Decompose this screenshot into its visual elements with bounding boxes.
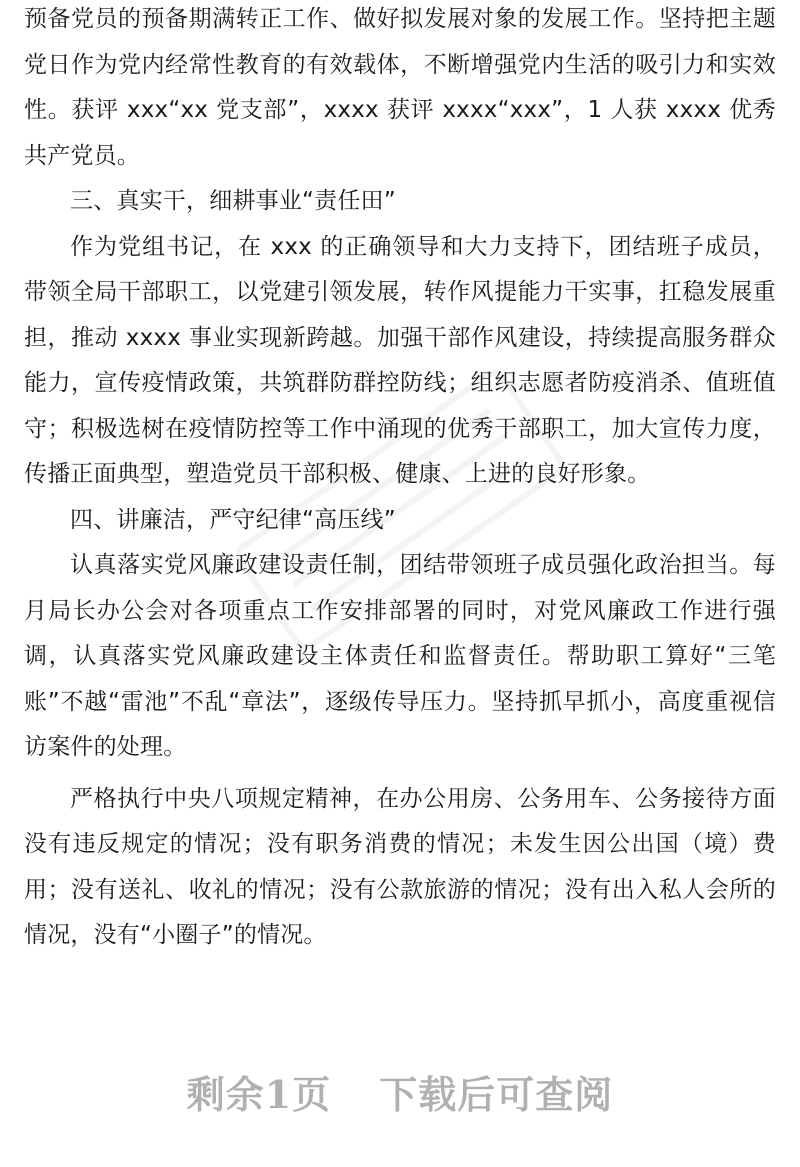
paragraph: 严格执行中央八项规定精神，在办公用房、公务用车、公务接待方面没有违反规定的情况；没有职务消费的情况；未发生因公出国（境）费用；没有送礼、收礼的情况；没有公款旅游的情况；没有出入私人会所的情况，没有“小圈子”的情况。 bbox=[24, 785, 776, 948]
download-remaining-banner[interactable] bbox=[0, 1065, 800, 1125]
remaining-pages-label: 剩余1页 bbox=[186, 1072, 332, 1117]
section-heading-4: 四、讲廉洁，严守纪律“高压线” bbox=[70, 506, 396, 533]
section-heading-3: 三、真实干，细耕事业“责任田” bbox=[70, 188, 396, 214]
paragraph: 认真落实党风廉政建设责任制，团结带领班子成员强化政治担当。每月局长办公会对各项重点工作安排部署的同时，对党风廉政工作进行强调，认真落实党风廉政建设主体责任和监督责任。帮助职工算好“三笔账”不越“雷池”不乱“章法”，逐级传导压力。坚持抓早抓小，高度重视信访案件的处理。 bbox=[24, 552, 776, 760]
paragraph-continued: 预备党员的预备期满转正工作、做好拟发展对象的发展工作。坚持把主题党日作为党内经常性教育的有效载体，不断增强党内生活的吸引力和实效性。获评 xxx“xx 党支部”，xxxx 获评 xxxx“xxx”，1 人获 xxxx 优秀共产党员。 bbox=[24, 6, 776, 169]
download-to-view-label: 下载后可查阅 bbox=[379, 1072, 614, 1117]
paragraph: 作为党组书记，在 xxx 的正确领导和大力支持下，团结班子成员，带领全局干部职工，以党建引领发展，转作风提能力干实事，扛稳发展重担，推动 xxxx 事业实现新跨越。加强干部作风建设，持续提高服务群众能力，宣传疫情政策，共筑群防群控防线；组织志愿者防疫消杀、值班值守；积极选树在疫情防控等工作中涌现的优秀干部职工，加大宣传力度，传播正面典型，塑造党员干部积极、健康、上进的良好形象。 bbox=[24, 233, 776, 487]
document-body bbox=[24, 0, 776, 959]
